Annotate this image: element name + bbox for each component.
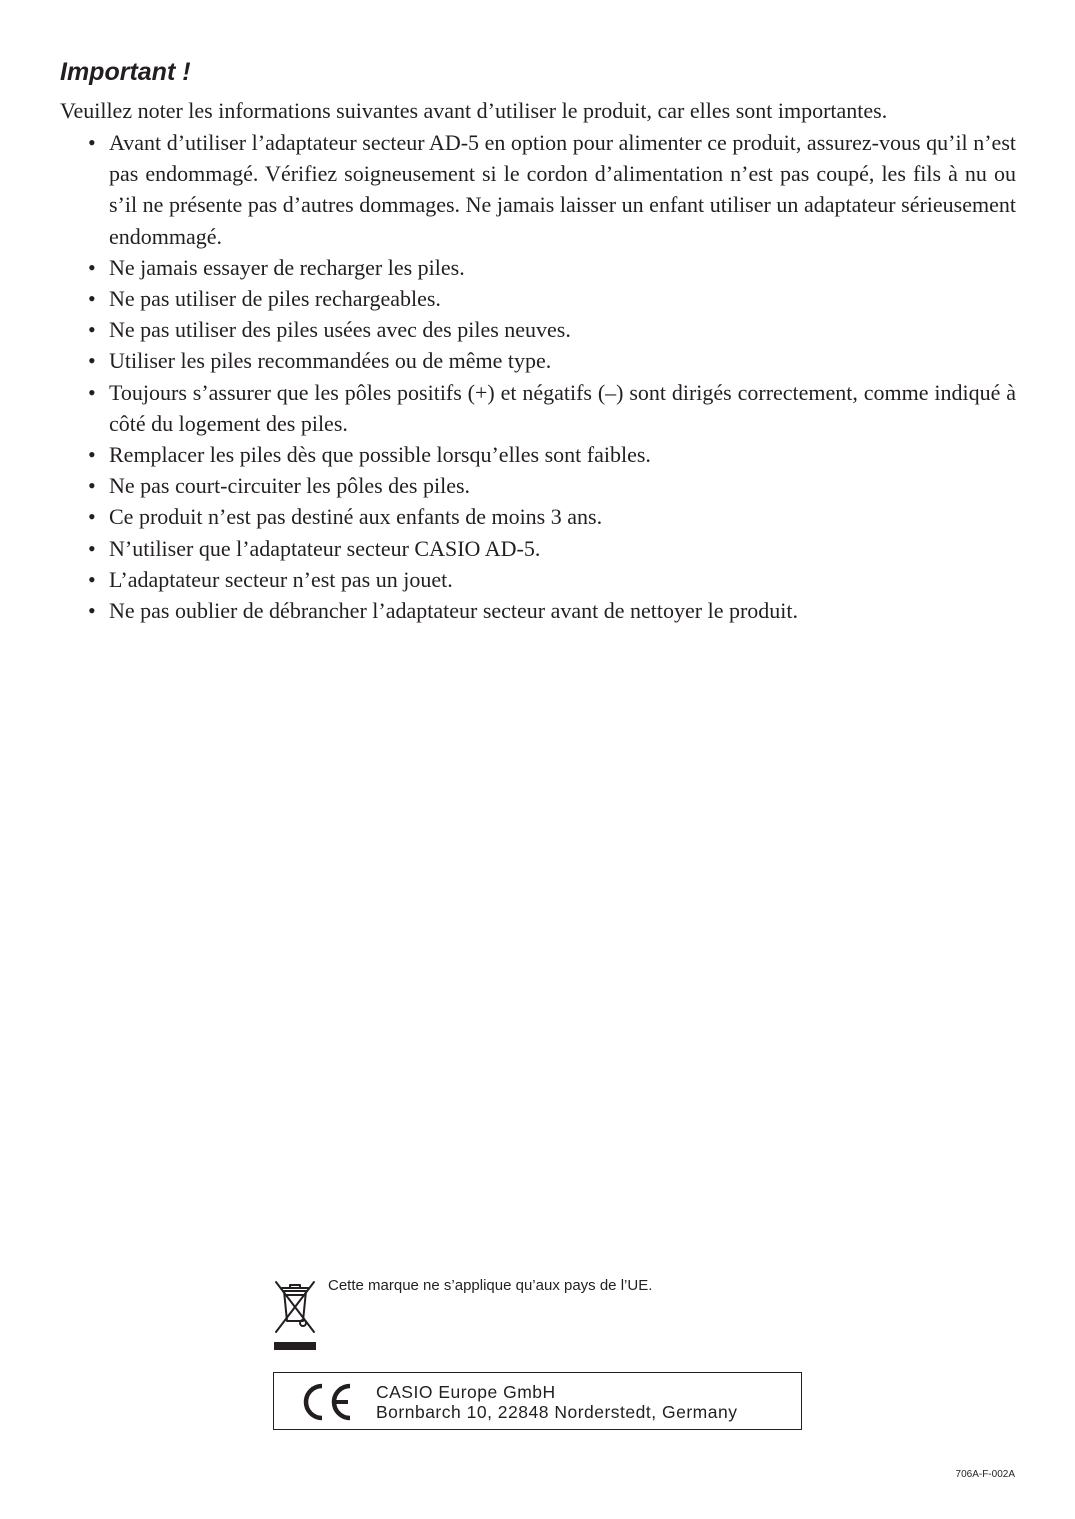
list-item: • Ce produit n’est pas destiné aux enfants de moins 3 ans. xyxy=(88,501,1016,532)
list-item: • N’utiliser que l’adaptateur secteur CASIO AD-5. xyxy=(88,533,1016,564)
list-item: • Ne pas utiliser de piles rechargeables. xyxy=(88,283,1016,314)
company-address: Bornbarch 10, 22848 Norderstedt, Germany xyxy=(376,1402,738,1422)
list-item: • Ne pas oublier de débrancher l’adaptateur secteur avant de nettoyer le produit. xyxy=(88,595,1016,626)
list-item: • Toujours s’assurer que les pôles positifs (+) et négatifs (–) sont dirigés correctement, comme indiqué à côté du logement des piles. xyxy=(88,377,1016,439)
page-heading: Important ! xyxy=(60,58,191,86)
list-item: • Ne pas court-circuiter les pôles des piles. xyxy=(88,470,1016,501)
list-item: • Ne jamais essayer de recharger les piles. xyxy=(88,252,1016,283)
company-name: CASIO Europe GmbH xyxy=(376,1382,556,1402)
manufacturer-box xyxy=(273,1372,802,1430)
list-item: • Ne pas utiliser des piles usées avec des piles neuves. xyxy=(88,314,1016,345)
list-item: • Avant d’utiliser l’adaptateur secteur AD-5 en option pour alimenter ce produit, assurez-vous qu’il n’est pas endommagé. Vérifiez soigneusement si le cordon d’alimentation n’est pas coupé, les fils à nu ou s’il ne présente pas d’autres dommages. Ne jamais laisser un enfant utiliser un adaptateur sérieusement endommagé. xyxy=(88,127,1016,252)
manufacturer-details xyxy=(376,1382,737,1422)
intro-paragraph: Veuillez noter les informations suivantes avant d’utiliser le produit, car elles sont importantes. xyxy=(60,98,888,123)
list-item: • Remplacer les piles dès que possible lorsqu’elles sont faibles. xyxy=(88,439,1016,470)
precautions-list xyxy=(88,127,1016,626)
weee-notice: Cette marque ne s’applique qu’aux pays de l’UE. xyxy=(328,1277,653,1294)
ce-mark-icon xyxy=(300,1383,354,1421)
crossed-out-wheelie-bin-icon xyxy=(272,1276,318,1352)
list-item: • Utiliser les piles recommandées ou de même type. xyxy=(88,345,1016,376)
document-code: 706A-F-002A xyxy=(955,1469,1015,1480)
list-item: • L’adaptateur secteur n’est pas un jouet. xyxy=(88,564,1016,595)
